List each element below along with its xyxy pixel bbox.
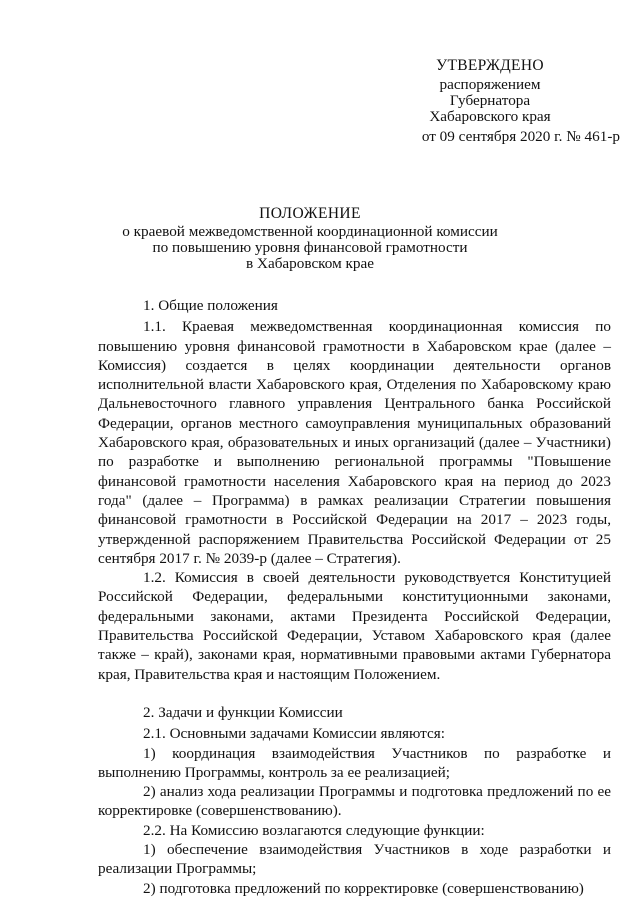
approval-line: распоряжением [439, 76, 541, 93]
list-item: 1) обеспечение взаимодействия Участников в ходе разработки и реализации Программы; [98, 841, 611, 878]
document-subtitle-line: по повышению уровня финансовой грамотности [152, 239, 468, 256]
document-subtitle-line: о краевой межведомственной координационной комиссии [122, 223, 498, 240]
paragraph: 1.1. Краевая межведомственная координационная комиссия по повышению уровня финансовой грамотности в Хабаровском крае (далее – Комиссия) создается в целях координации деятельности органов исполнительной власти Хабаровского края, Отделения по Хабаровскому краю Дальневосточного главного управления Центрального банка Российской Федерации, органов местного самоуправления муниципальных образований Хабаровского края, образовательных и иных организаций (далее – Участники) по разработке и выполнению региональной программы "Повышение финансовой грамотности населения Хабаровского края на период до 2023 года" (далее – Программа) в рамках реализации Стратегии повышения финансовой грамотности в Российской Федерации на 2017 – 2023 годы, утвержденной распоряжением Правительства Российской Федерации от 25 сентября 2017 г. № 2039-р (далее – Стратегия). [98, 318, 611, 567]
section-title: 1. Общие положения [143, 297, 278, 314]
approval-reference: от 09 сентября 2020 г. № 461-р [421, 128, 620, 145]
document-heading [110, 206, 510, 272]
paragraph: 2.1. Основными задачами Комиссии являются: [143, 725, 445, 743]
approval-line: Хабаровского края [429, 108, 551, 125]
document-body [98, 296, 611, 898]
document-title: ПОЛОЖЕНИЕ [259, 205, 361, 222]
document-subtitle-line: в Хабаровском крае [246, 255, 374, 272]
list-item: 2) анализ хода реализации Программы и подготовка предложений по ее корректировке (совершенствованию). [98, 783, 611, 820]
approval-title: УТВЕРЖДЕНО [436, 57, 544, 74]
paragraph: 1.2. Комиссия в своей деятельности руководствуется Конституцией Российской Федерации, федеральными конституционными законами, федеральными законами, актами Президента Российской Федерации, Правительства Российской Федерации, Уставом Хабаровского края (далее также – край), законами края, нормативными правовыми актами Губернатора края, Правительства края и настоящим Положением. [98, 569, 611, 683]
approval-line: Губернатора [449, 92, 531, 109]
section-title: 2. Задачи и функции Комиссии [143, 703, 343, 721]
approval-stamp [360, 58, 620, 145]
paragraph: 2.2. На Комиссию возлагаются следующие функции: [143, 821, 485, 839]
list-item: 1) координация взаимодействия Участников по разработке и выполнению Программы, контроль за ее реализацией; [98, 744, 611, 781]
list-item: 2) подготовка предложений по корректировке (совершенствованию) [143, 879, 584, 897]
